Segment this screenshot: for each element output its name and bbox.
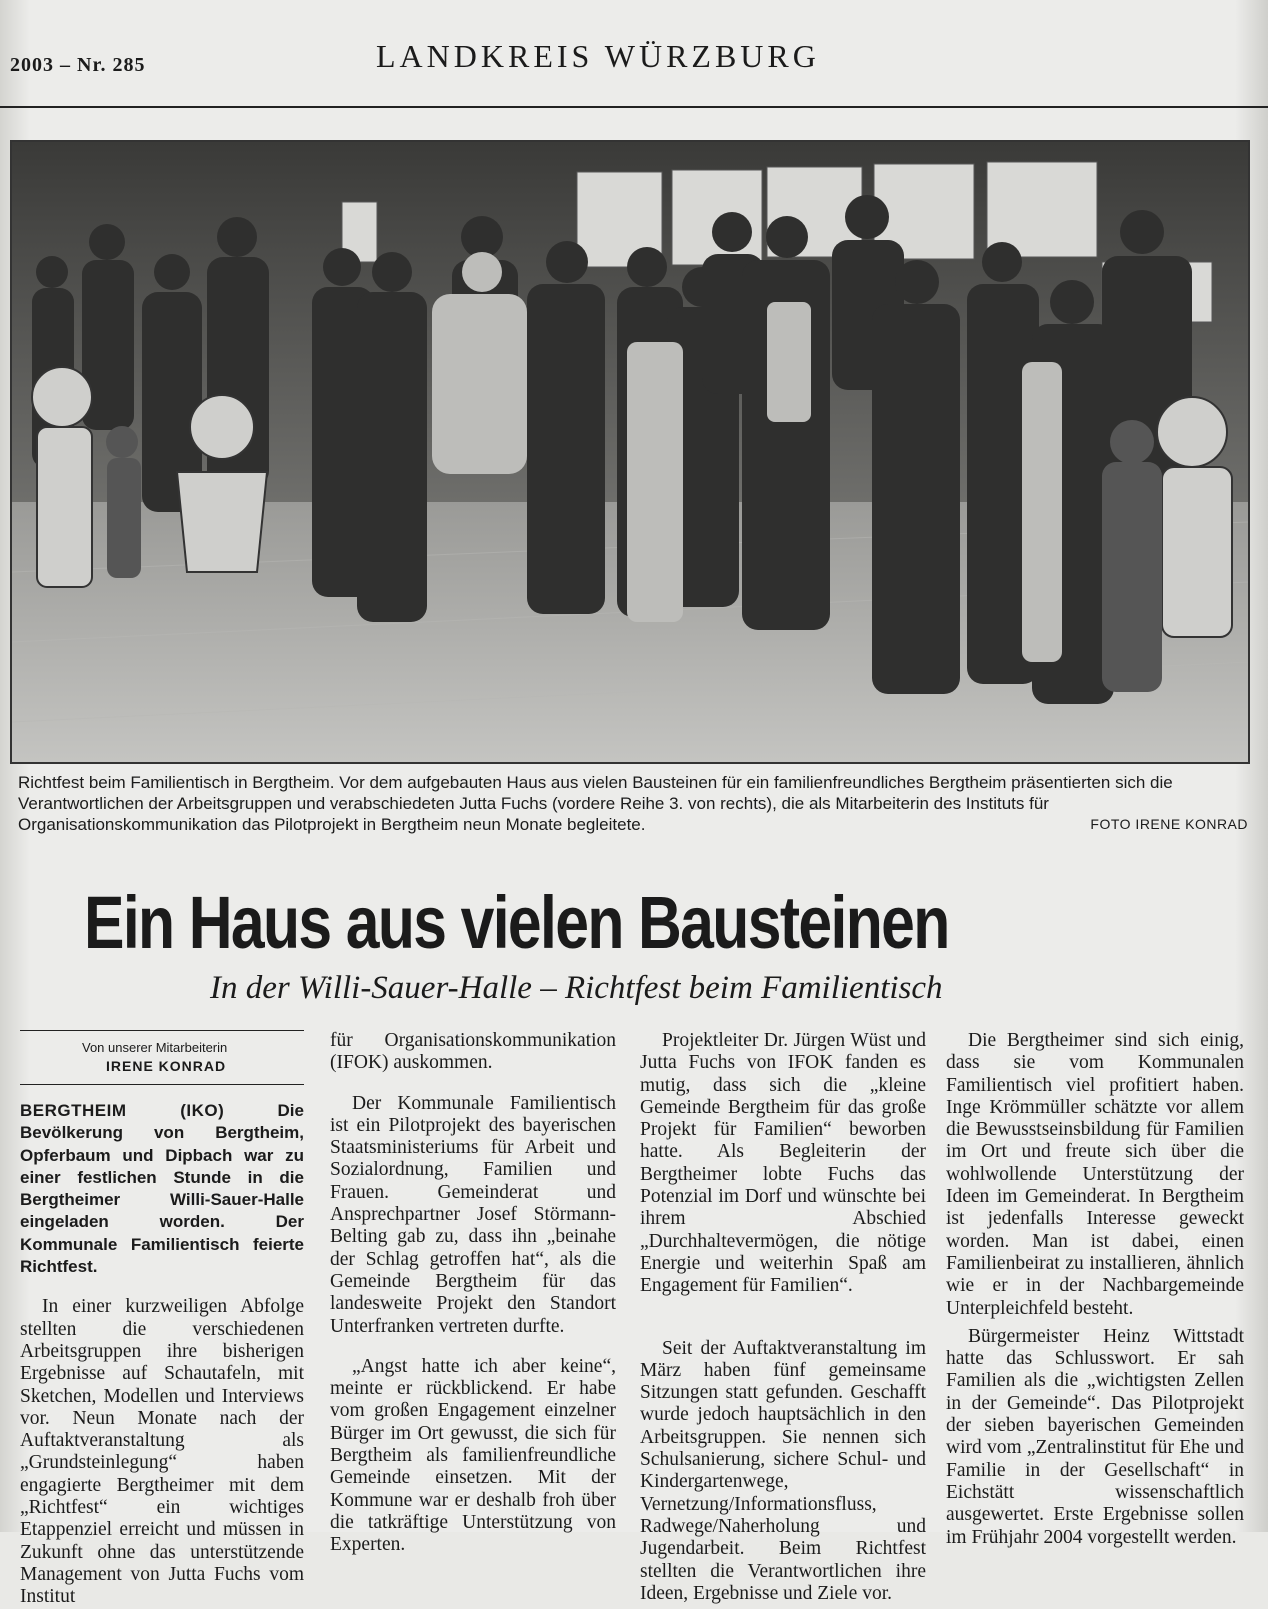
header-rule (0, 106, 1268, 108)
paragraph: Die Bergtheimer sind sich einig, dass sie vom Kommunalen Familientisch viel profitiert haben. Inge Krömmüller schätzte vor allem die Bewusstseinsbildung für Familien im Ort und freute sich über die wohlwollende Unterstützung der Ideen im Gemeinderat. In Bergtheim ist jedenfalls Interesse geweckt worden. Man ist dabei, einen Familienbeirat zu installieren, ähnlich wie er in der Nachbargemeinde Unterpleichfeld besteht. (946, 1030, 1244, 1319)
byline-author: IRENE KONRAD (106, 1058, 227, 1074)
paragraph: „Angst hatte ich aber keine“, meinte er rückblickend. Er habe vom großen Engagement einzelner Bürger im Ort gewusst, die sich für Bergtheim als familienfreundliche Gemeinde einsetzen. Mit der Kommune war er deshalb froh über die tatkräftige Unterstützung von Experten. (330, 1355, 616, 1556)
article-subheadline: In der Willi-Sauer-Halle – Richtfest beim Familientisch (210, 970, 943, 1006)
article-column-2 (330, 1030, 616, 1557)
article-headline: Ein Haus aus vielen Bausteinen (84, 881, 949, 964)
paragraph: für Organisationskommunikation (IFOK) auskommen. (330, 1030, 616, 1074)
lead-text: Die Bevölkerung von Bergtheim, Opferbaum und Dipbach war zu einer festlichen Stunde in die Bergtheimer Willi-Sauer-Halle eingeladen worden. Der Kommunale Familientisch feierte Richtfest. (20, 1101, 304, 1277)
byline-rule-top (20, 1030, 304, 1031)
paragraph: Projektleiter Dr. Jürgen Wüst und Jutta Fuchs von IFOK fanden es mutig, dass sich die „kleine Gemeinde Bergtheim für das große Projekt für Familien“ beworben hatte. Als Begleiterin der Bergtheimer lobte Fuchs das Potenzial im Dorf und wünschte bei ihrem Abschied „Durchhaltevermögen, die nötige Energie und weiterhin Spaß am Engagement für Familien“. (640, 1030, 926, 1297)
byline-intro: Von unserer Mitarbeiterin (82, 1040, 228, 1055)
group-photo-illustration (12, 142, 1248, 762)
article-column-4 (946, 1030, 1244, 1549)
photo-caption (18, 772, 1248, 835)
issue-number: 2003 – Nr. 285 (10, 54, 146, 76)
byline (20, 1010, 304, 1094)
paragraph: Seit der Auftaktveranstaltung im März haben fünf gemeinsame Sitzungen statt gefunden. Geschafft wurde jedoch hauptsächlich in den Arbeitsgruppen. Sie nennen sich Schulsanierung, sichere Schul- und Kindergartenwege, Vernetzung/Informationsfluss, Radwege/Naherholung und Jugendarbeit. Beim Richtfest stellten die Verantwortlichen ihre Ideen, Ergebnisse und Ziele vor. (640, 1337, 926, 1604)
article-column-3 (640, 1030, 926, 1605)
section-title: LANDKREIS WÜRZBURG (376, 38, 820, 74)
paragraph: Der Kommunale Familientisch ist ein Pilotprojekt des bayerischen Staatsministeriums für Arbeit und Sozialordnung, Familien und Frauen. Gemeinderat und Ansprechpartner Josef Störmann-Belting gab zu, dass ihn „beinahe der Schlag getroffen hat“, als die Gemeinde Bergtheim für das landesweite Projekt den Standort Unterfranken vertreten durfte. (330, 1092, 616, 1337)
page-header (0, 36, 1268, 76)
byline-rule-bottom (20, 1084, 304, 1085)
group-photo (10, 140, 1250, 764)
paragraph: In einer kurzweiligen Abfolge stellten die verschiedenen Arbeitsgruppen ihre bisherigen Ergebnisse auf Schautafeln, mit Sketchen, Modellen und Interviews vor. Neun Monate nach der Auftaktveranstaltung als „Grundsteinlegung“ haben engagierte Bergtheimer mit dem „Richtfest“ ein wichtiges Etappenziel erreicht und müssen in Zukunft ohne das unterstützende Management von Jutta Fuchs vom Institut (20, 1296, 304, 1608)
photo-credit: FOTO IRENE KONRAD (1090, 816, 1248, 832)
article-column-1 (20, 1100, 304, 1609)
paragraph: Bürgermeister Heinz Wittstadt hatte das Schlusswort. Er sah Familien als die „wichtigsten Zellen in der Gemeinde“. Das Pilotprojekt der sieben bayerischen Gemeinden wird vom „Zentralinstitut für Ehe und Familie in der Gesellschaft“ in Eichstätt wissenschaftlich ausgewertet. Erste Ergebnisse sollen im Frühjahr 2004 vorgestellt werden. (946, 1325, 1244, 1548)
dateline: BERGTHEIM (IKO) (20, 1101, 225, 1120)
article-lead (20, 1100, 304, 1278)
caption-text: Richtfest beim Familientisch in Bergtheim. Vor dem aufgebauten Haus aus vielen Bausteinen für ein familienfreundliches Bergtheim präsentierten sich die Verantwortlichen der Arbeitsgruppen und verabschiedeten Jutta Fuchs (vordere Reihe 3. von rechts), die als Mitarbeiterin des Instituts für Organisationskommunikation das Pilotprojekt in Bergtheim neun Monate begleitete. (18, 773, 1173, 834)
